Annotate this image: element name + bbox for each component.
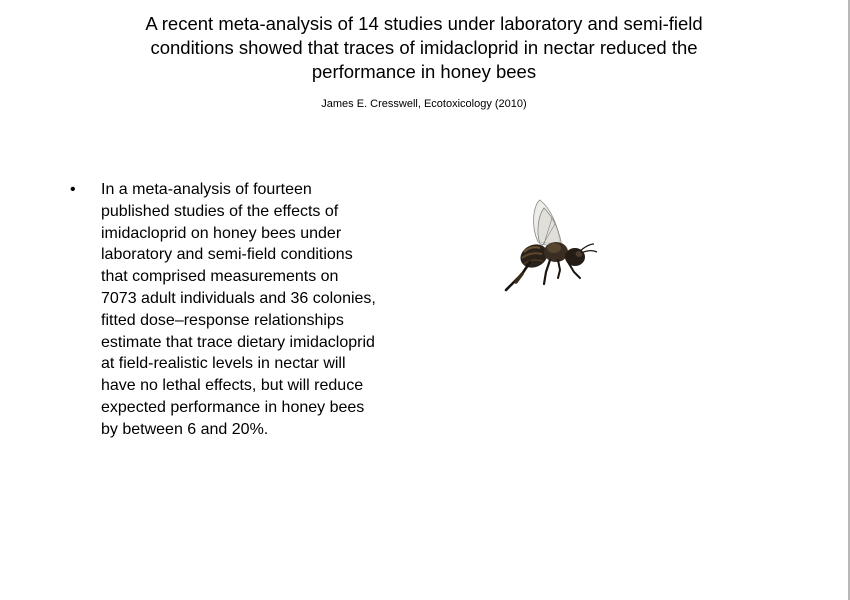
slide-title-line: A recent meta-analysis of 14 studies under laboratory and semi-field — [145, 13, 703, 34]
bullet-marker: • — [70, 181, 76, 198]
bullet-text — [101, 179, 431, 441]
bullet-text-line: by between 6 and 20%. — [101, 420, 269, 438]
slide-title-line: performance in honey bees — [311, 61, 537, 82]
honey-bee-image — [500, 194, 610, 304]
bullet-text-line: fitted dose–response relationships — [101, 311, 344, 329]
bullet-text-line: have no lethal effects, but will reduce — [101, 377, 364, 395]
bullet-text-line: imidacloprid on honey bees under — [101, 224, 342, 242]
slide-title — [100, 12, 748, 84]
citation: James E. Cresswell, Ecotoxicology (2010) — [321, 98, 527, 110]
bullet-text-line: at field-realistic levels in nectar will — [101, 355, 346, 373]
bullet-text-line: expected performance in honey bees — [101, 398, 365, 416]
bullet-text-line: 7073 adult individuals and 36 colonies, — [101, 289, 376, 307]
bullet-text-line: In a meta-analysis of fourteen — [101, 181, 312, 198]
bullet-text-line: estimate that trace dietary imidacloprid — [101, 333, 375, 351]
bullet-text-line: published studies of the effects of — [101, 202, 339, 220]
bullet-text-line: laboratory and semi-field conditions — [101, 246, 353, 264]
slide-title-line: conditions showed that traces of imidacloprid in nectar reduced the — [150, 37, 698, 58]
bullet-text-line: that comprised measurements on — [101, 268, 339, 286]
